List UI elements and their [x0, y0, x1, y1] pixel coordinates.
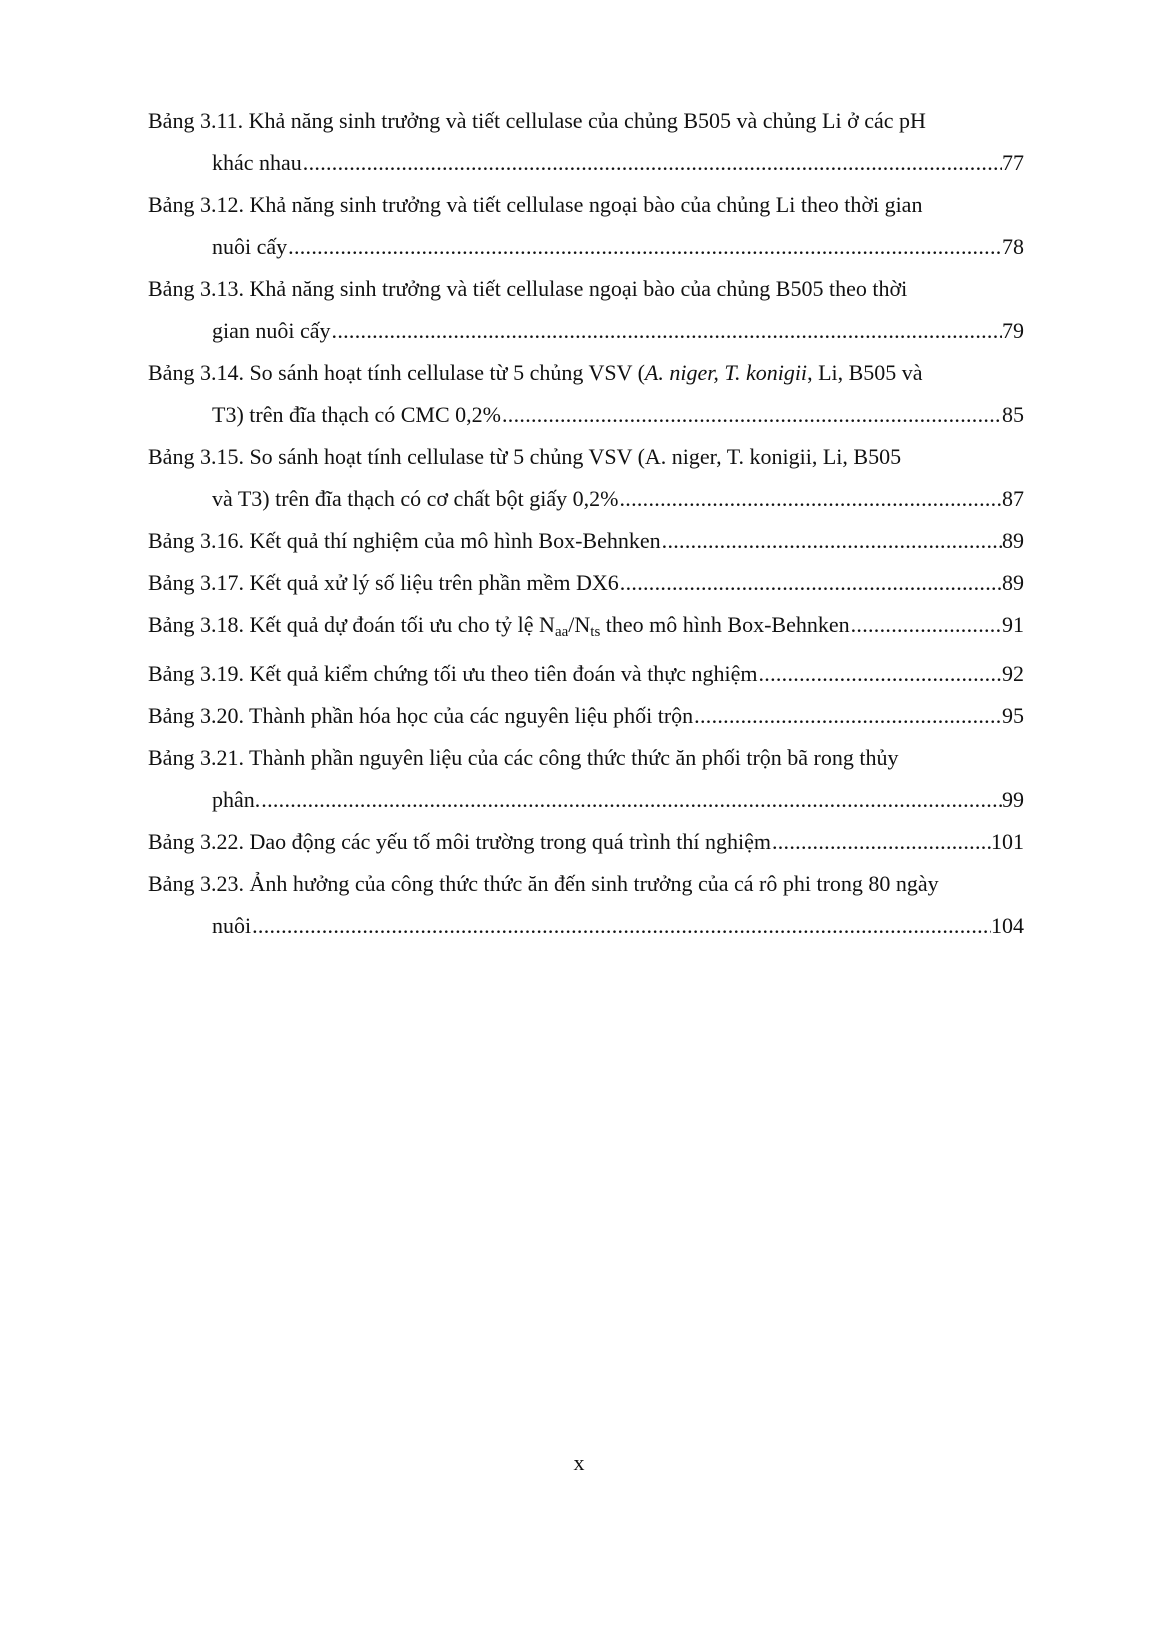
toc-entry-title-cont: phân. — [212, 787, 261, 812]
dot-leader — [331, 310, 1002, 352]
toc-entry-page: 99 — [1002, 787, 1024, 812]
toc-entry-title: Bảng 3.23. Ảnh hưởng của công thức thức ăn đến sinh trưởng của cá rô phi trong 80 ngày — [148, 871, 939, 896]
dot-leader — [287, 226, 1002, 268]
page-number: x — [573, 1450, 585, 1475]
title-part: , Li, B505 và — [807, 360, 923, 385]
toc-entry[interactable] — [148, 821, 1024, 863]
toc-entry-page: 78 — [1002, 234, 1024, 259]
dot-leader — [302, 142, 1002, 184]
dot-leader — [771, 821, 991, 863]
toc-entry[interactable] — [148, 184, 1024, 268]
toc-entry-title — [148, 604, 850, 653]
toc-entry-page: 89 — [1002, 528, 1024, 553]
title-part: Bảng 3.14. So sánh hoạt tính cellulase từ 5 chủng VSV ( — [148, 360, 645, 385]
toc-entry-page: 101 — [991, 829, 1024, 854]
toc-entry-title: Bảng 3.13. Khả năng sinh trưởng và tiết cellulase ngoại bào của chủng B505 theo thời — [148, 276, 908, 301]
toc-entry-title: Bảng 3.12. Khả năng sinh trưởng và tiết cellulase ngoại bào của chủng Li theo thời gian — [148, 192, 923, 217]
dot-leader — [850, 604, 1002, 653]
toc-entry-title: Bảng 3.17. Kết quả xử lý số liệu trên phần mềm DX6 — [148, 570, 619, 595]
dot-leader — [693, 695, 1002, 737]
toc-entry[interactable] — [148, 737, 1024, 821]
toc-entry-title — [148, 352, 923, 394]
dot-leader — [251, 905, 991, 947]
dot-leader — [618, 478, 1002, 520]
toc-entry[interactable] — [148, 604, 1024, 653]
title-part: /N — [568, 612, 591, 637]
toc-entry-page: 104 — [991, 913, 1024, 938]
toc-entry-title-cont: nuôi cấy — [212, 234, 288, 259]
toc-entry-title: Bảng 3.19. Kết quả kiểm chứng tối ưu theo tiên đoán và thực nghiệm — [148, 661, 758, 686]
dot-leader — [757, 653, 1002, 695]
toc-entry-title-cont: và T3) trên đĩa thạch có cơ chất bột giấy 0,2% — [212, 486, 619, 511]
toc-entry-title-cont: T3) trên đĩa thạch có CMC 0,2% — [212, 402, 501, 427]
toc-entry[interactable] — [148, 653, 1024, 695]
species-italic: A. niger, T. konigii — [644, 360, 808, 385]
toc-entry[interactable] — [148, 695, 1024, 737]
toc-entry-title-cont: khác nhau — [212, 150, 302, 175]
toc-entry-title: Bảng 3.15. So sánh hoạt tính cellulase từ 5 chủng VSV (A. niger, T. konigii, Li, B505 — [148, 444, 902, 469]
toc-entry-title: Bảng 3.20. Thành phần hóa học của các nguyên liệu phối trộn — [148, 703, 694, 728]
dot-leader — [501, 394, 1002, 436]
toc-entry-page: 89 — [1002, 570, 1024, 595]
toc-entry-page: 85 — [1002, 402, 1024, 427]
toc-entry[interactable] — [148, 100, 1024, 184]
toc-entry[interactable] — [148, 562, 1024, 604]
toc-entry[interactable] — [148, 268, 1024, 352]
subscript: aa — [554, 624, 569, 640]
toc-entry-title-cont: gian nuôi cấy — [212, 318, 331, 343]
dot-leader — [260, 779, 1002, 821]
toc-entry-title: Bảng 3.16. Kết quả thí nghiệm của mô hình Box-Behnken — [148, 528, 661, 553]
toc-entry-title-cont: nuôi — [212, 913, 252, 938]
toc-entry[interactable] — [148, 352, 1024, 436]
toc-entry[interactable] — [148, 863, 1024, 947]
dot-leader — [661, 520, 1002, 562]
list-of-tables — [148, 100, 1024, 947]
toc-entry-page: 95 — [1002, 703, 1024, 728]
toc-entry[interactable] — [148, 520, 1024, 562]
toc-entry-title: Bảng 3.11. Khả năng sinh trưởng và tiết cellulase của chủng B505 và chủng Li ở các pH — [148, 108, 926, 133]
toc-entry-title: Bảng 3.22. Dao động các yếu tố môi trường trong quá trình thí nghiệm — [148, 829, 771, 854]
toc-entry-page: 92 — [1002, 661, 1024, 686]
toc-entry-title: Bảng 3.21. Thành phần nguyên liệu của các công thức thức ăn phối trộn bã rong thủy — [148, 745, 899, 770]
toc-entry[interactable] — [148, 436, 1024, 520]
dot-leader — [619, 562, 1002, 604]
toc-entry-page: 79 — [1002, 318, 1024, 343]
subscript: ts — [590, 624, 601, 640]
title-part: Bảng 3.18. Kết quả dự đoán tối ưu cho tỷ lệ N — [148, 612, 555, 637]
toc-entry-page: 91 — [1002, 612, 1024, 637]
title-part: theo mô hình Box-Behnken — [600, 612, 850, 637]
toc-entry-page: 87 — [1002, 486, 1024, 511]
toc-entry-page: 77 — [1002, 150, 1024, 175]
